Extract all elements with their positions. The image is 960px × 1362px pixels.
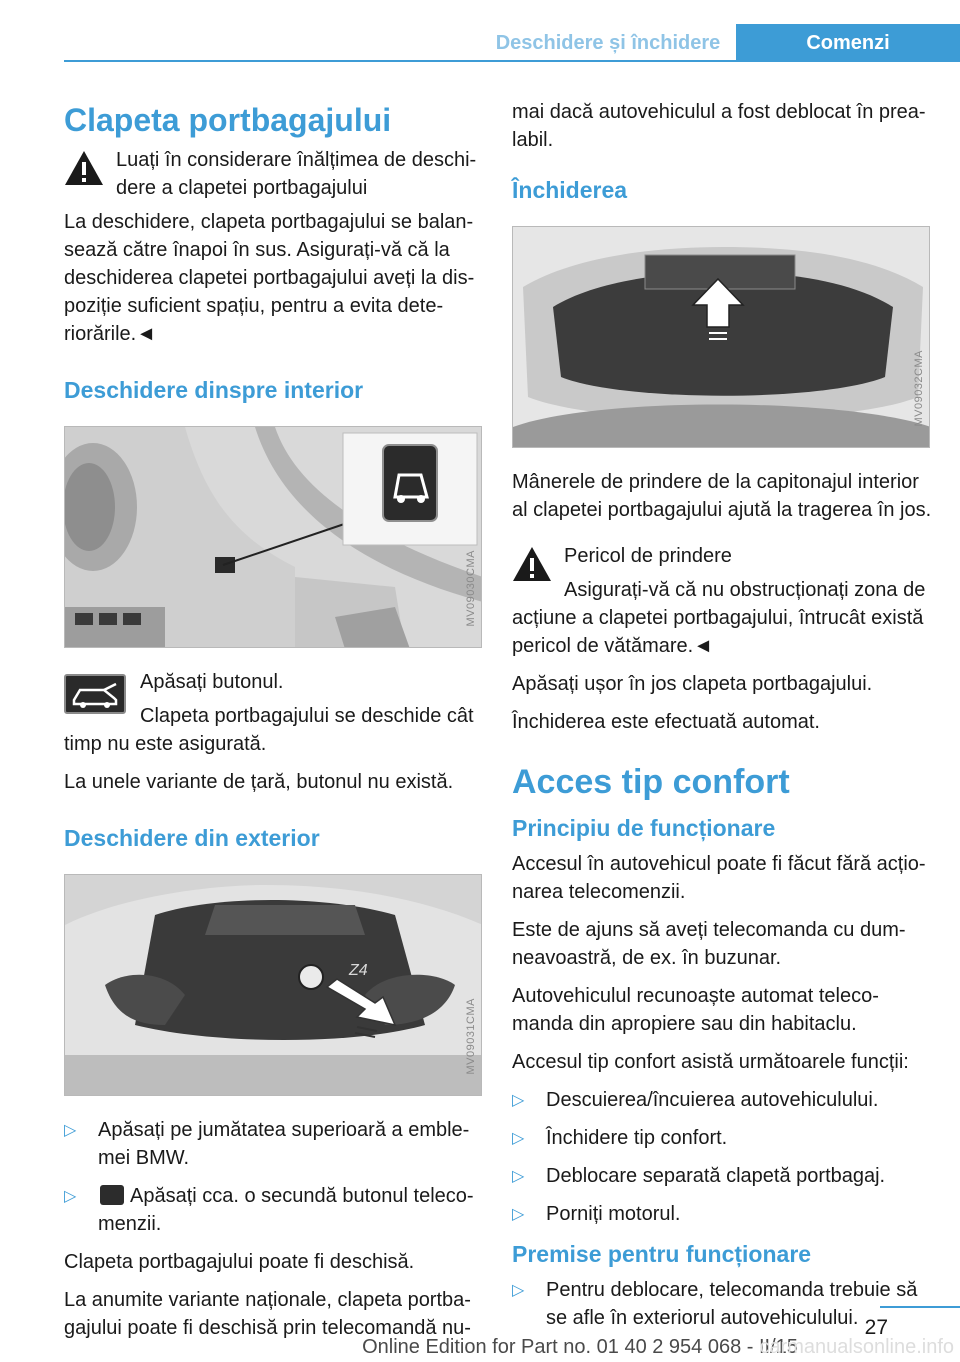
- functions-list: [512, 1086, 932, 1228]
- page-title: Clapeta portbagajului: [64, 102, 392, 138]
- paragraph-button-result: Clapeta portbagajului se deschide cât timp nu este asigurată.: [64, 705, 474, 755]
- step-press-button: Apăsați butonul.: [140, 671, 284, 693]
- header-chapter-tab[interactable]: Comenzi: [736, 24, 960, 62]
- left-column: [64, 98, 482, 1352]
- trunk-open-icon: [64, 674, 126, 714]
- paragraph-opening: La deschidere, clapeta portbagajului se balan-sează către înapoi în sus. Asigurați-vă că la deschiderea clapetei portbagajului aveți la dis-poziție suficient spațiu, pentru a evita dete-riorările.◄: [64, 211, 475, 345]
- list-marker-icon: ▷: [512, 1168, 525, 1185]
- page-number-rule: [880, 1306, 960, 1308]
- heading-open-from-inside: Deschidere dinspre interior: [64, 377, 364, 403]
- warning-block-pinch: [512, 542, 932, 570]
- photo-code: MV09030CMA: [465, 550, 477, 627]
- warning-triangle-icon: [64, 150, 104, 186]
- warning-title: Pericol de prindere: [564, 545, 732, 567]
- function-text: Închidere tip confort.: [546, 1127, 728, 1149]
- photo-interior-button: [64, 426, 482, 648]
- list-marker-icon: ▷: [64, 1122, 77, 1139]
- paragraph-trunk-openable: Clapeta portbagajului poate fi deschisă.: [64, 1251, 415, 1273]
- svg-text:Z4: Z4: [349, 962, 368, 979]
- paragraph-press-down: Apăsați ușor în jos clapeta portbagajului.: [512, 673, 873, 695]
- warning-triangle-icon: [512, 546, 552, 582]
- list-item: [512, 1086, 932, 1114]
- list-marker-icon: ▷: [512, 1282, 525, 1299]
- trunk-button-step: [64, 668, 482, 696]
- warning-height-text: Luați în considerare înălțimea de deschi-dere a clapetei portbagajului: [116, 149, 477, 199]
- paragraph-principle-4: Accesul tip confort asistă următoarele funcții:: [512, 1051, 909, 1073]
- right-column: [512, 98, 932, 1342]
- exterior-steps-list: [64, 1116, 482, 1238]
- photo-trunk-lid-interior: [512, 226, 930, 448]
- page-number: 27: [864, 1316, 888, 1339]
- list-marker-icon: ▷: [512, 1206, 525, 1223]
- heading-closing: Închiderea: [512, 177, 628, 203]
- watermark: carmanualsonline.info: [759, 1336, 954, 1358]
- heading-principle: Principiu de funcționare: [512, 815, 776, 841]
- remote-trunk-key-icon: [100, 1185, 124, 1205]
- list-item: [512, 1124, 932, 1152]
- function-text: Porniți motorul.: [546, 1203, 681, 1225]
- list-marker-icon: ▷: [512, 1092, 525, 1109]
- warning-block-height: [64, 146, 482, 202]
- premise-text: Pentru deblocare, telecomanda trebuie să se afle în exteriorul autovehiculului.: [546, 1279, 918, 1329]
- function-text: Descuierea/încuierea autovehiculului.: [546, 1089, 879, 1111]
- list-item: [64, 1116, 482, 1172]
- list-item: [512, 1200, 932, 1228]
- list-marker-icon: ▷: [512, 1130, 525, 1147]
- step-text: Apăsați cca. o secundă butonul teleco-menzii.: [98, 1185, 474, 1235]
- paragraph-principle-3: Autovehiculul recunoaște automat teleco-manda din apropiere sau din habitaclu.: [512, 985, 879, 1035]
- warning-pinch-text: Asigurați-vă că nu obstrucționați zona de acțiune a clapetei portbagajului, întrucât există pericol de vătămare.◄: [512, 579, 926, 657]
- edition-footer: Online Edition for Part no. 01 40 2 954 068 - II/15: [362, 1336, 798, 1358]
- heading-premises: Premise pentru funcționare: [512, 1241, 812, 1267]
- paragraph-principle-1: Accesul în autovehicul poate fi făcut fără acțio-narea telecomenzii.: [512, 853, 926, 903]
- header-section-title: Deschidere și închidere: [495, 32, 721, 54]
- section-title-comfort-access: Acces tip confort: [512, 763, 790, 801]
- paragraph-continued: mai dacă autovehiculul a fost deblocat în prea-labil.: [512, 101, 926, 151]
- paragraph-country-variant: La unele variante de țară, butonul nu există.: [64, 771, 454, 793]
- list-item: [512, 1162, 932, 1190]
- paragraph-auto-close: Închiderea este efectuată automat.: [512, 711, 820, 733]
- function-text: Deblocare separată clapetă portbagaj.: [546, 1165, 886, 1187]
- photo-exterior-trunk: [64, 874, 482, 1096]
- photo-code: MV09031CMA: [465, 998, 477, 1075]
- photo-code: MV09032CMA: [913, 350, 925, 427]
- list-marker-icon: ▷: [64, 1188, 77, 1205]
- paragraph-grab-handles: Mânerele de prindere de la capitonajul interior al clapetei portbagajului ajută la tragerea în jos.: [512, 471, 932, 521]
- header-rule: [64, 60, 960, 62]
- paragraph-national-variant: La anumite variante naționale, clapeta portba-gajului poate fi deschisă prin telecomandă nu-: [64, 1289, 471, 1339]
- paragraph-principle-2: Este de ajuns să aveți telecomanda cu dum-neavoastră, de ex. în buzunar.: [512, 919, 906, 969]
- step-text: Apăsați pe jumătatea superioară a emble-mei BMW.: [98, 1119, 470, 1169]
- list-item: [64, 1182, 482, 1238]
- heading-open-from-outside: Deschidere din exterior: [64, 825, 320, 851]
